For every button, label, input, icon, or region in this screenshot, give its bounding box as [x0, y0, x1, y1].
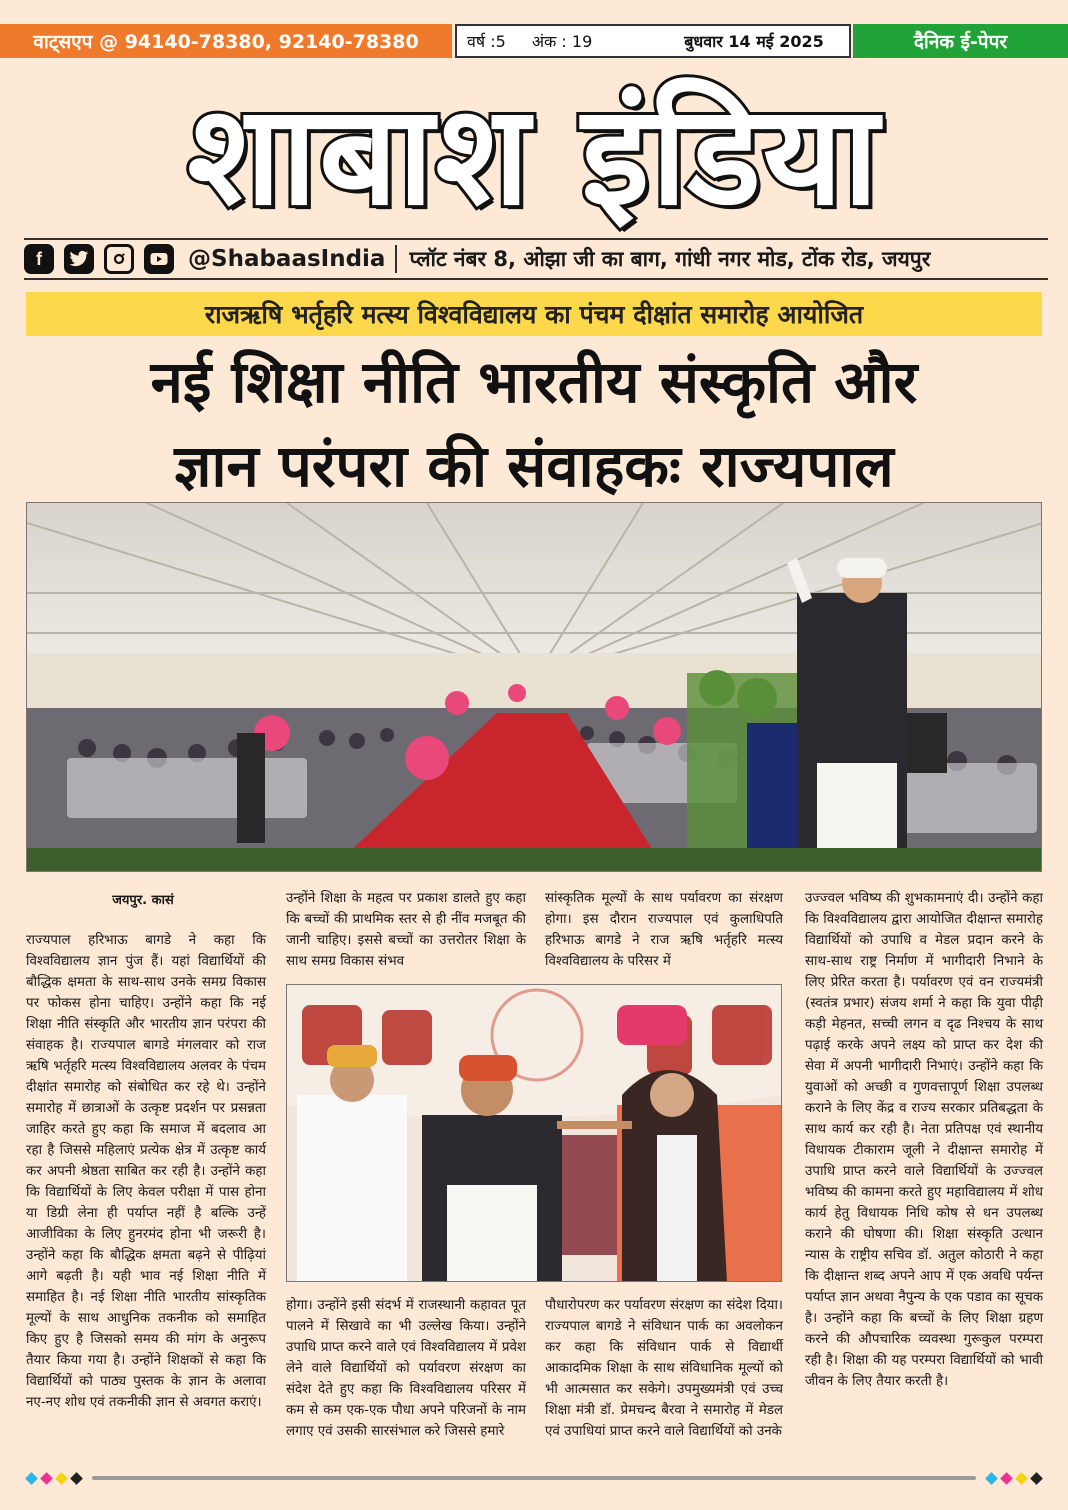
article-text: होगा। उन्होंने इसी संदर्भ में राजस्थानी कहावत पूत पालने में सिखावे का भी उल्लेख किया। उन्होंने उपाधि प्राप्त करने वाले एवं विश्वविद्यालय में प्रवेश लेने वाले विद्यार्थियों को पर्यावरण संरक्षण का संदेश देते हुए कहा कि विश्वविद्यालय परिसर में कम से कम एक-एक पौधा अपने परिजनों के नाम लगाए एवं उसकी सारसंभाल करे जिससे हमारे	[286, 1298, 526, 1439]
article-column-3-top	[545, 888, 783, 972]
article-column-3-bottom	[545, 1295, 783, 1442]
twitter-icon[interactable]	[64, 244, 94, 274]
article-column-2-top	[286, 888, 526, 972]
date-label: बुधवार 14 मई 2025	[684, 32, 824, 51]
article-column-4	[805, 888, 1043, 1392]
diamond-icon	[25, 1472, 38, 1485]
youtube-icon[interactable]	[144, 244, 174, 274]
diamond-icon	[40, 1472, 53, 1485]
masthead-title: शाबाश इंडिया	[187, 75, 881, 236]
footer-line	[92, 1476, 976, 1480]
social-handle[interactable]: @ShabaasIndia	[188, 246, 386, 272]
whatsapp-contact: वाट्सएप @ 94140-78380, 92140-78380	[0, 24, 452, 58]
social-bar	[24, 238, 1048, 280]
office-address: प्लॉट नंबर 8, ओझा जी का बाग, गांधी नगर मोड, टोंक रोड, जयपुर	[409, 247, 931, 271]
issue-label: अंक : 19	[531, 32, 593, 51]
article-column-1	[26, 930, 266, 1413]
article-text: राज्यपाल हरिभाऊ बागडे ने कहा कि विश्वविद्यालय ज्ञान पुंज हैं। यहां विद्यार्थियों की बौद्धिक क्षमता के साथ-साथ उनके समग्र विकास पर फोकस होना चाहिए। उन्होंने कहा कि नई शिक्षा नीति संस्कृति और भारतीय ज्ञान परंपरा की संवाहक है। राज्यपाल बागडे मंगलवार को राज ऋषि भर्तृहरि मत्स्य विश्वविद्यालय अलवर के पंचम दीक्षांत समारोह को संबोधित कर रहे थे। उन्होंने समारोह में छात्राओं के उत्कृष्ट प्रदर्शन पर प्रसन्नता जाहिर करते हुए कहा कि समाज में बदलाव आ रहा है जिससे महिलाएं प्रत्येक क्षेत्र में उत्कृष्ट कार्य कर अपनी श्रेष्ठता साबित कर रही है। उन्होंने कहा कि विद्यार्थियों के लिए केवल परीक्षा में पास होना या डिग्री लेना ही पर्याप्त नहीं है बल्कि उन्हें आजीविका के लिए हुनरमंद होना भी जरूरी है। उन्होंने कहा कि बौद्धिक क्षमता बढ़ने से पीढ़ियां आगे बढ़ती है। यही भाव नई शिक्षा नीति में समाहित है। नई शिक्षा नीति भारतीय सांस्कृतिक मूल्यों के साथ आधुनिक तकनीक को समाहित किए हुए है जिसको समय की मांग के अनुरूप तैयार किया गया है। उन्होंने शिक्षकों से कहा कि विद्यार्थियों को पाठ्य पुस्तक के ज्ञान के अलावा नए-नए शोध एवं तकनीकी ज्ञान से अवगत कराएं।	[26, 933, 266, 1410]
headline-line-2: ज्ञान परंपरा की संवाहकः राज्यपाल	[174, 432, 894, 500]
article-text: सांस्कृतिक मूल्यों के साथ पर्यावरण का संरक्षण होगा। इस दौरान राज्यपाल एवं कुलाधिपति हरिभाऊ बागडे ने राज ऋषि भर्तृहरि मत्स्य विश्वविद्यालय के परिसर में	[545, 891, 783, 969]
article-headline	[20, 340, 1048, 508]
medal-ceremony-photo	[286, 984, 782, 1282]
headline-line-1: नई शिक्षा नीति भारतीय संस्कृति और	[150, 348, 918, 416]
article-text: उन्होंने शिक्षा के महत्व पर प्रकाश डालते हुए कहा कि बच्चों की प्राथमिक स्तर से ही नींव मजबूत की जानी चाहिए। इससे बच्चों का उत्तरोतर शिक्षा के साथ समग्र विकास संभव	[286, 891, 526, 969]
diamond-icon	[1030, 1472, 1043, 1485]
convocation-hall-photo	[26, 502, 1042, 872]
article-text: पौधारोपरण कर पर्यावरण संरक्षण का संदेश दिया। राज्यपाल बागडे ने संविधान पार्क का अवलोकन कर कहा कि संविधान पार्क से विद्यार्थी आकादमिक शिक्षा के साथ संविधानिक मूल्यों को भी आत्मसात कर सकेगे। उपमुख्यमंत्री एवं उच्च शिक्षा मंत्री डॉ. प्रेमचन्द बैरवा ने समारोह में मेडल एवं उपाधियां प्राप्त करने वाले विद्यार्थियों को उनके	[545, 1298, 783, 1439]
article-text: उज्ज्वल भविष्य की शुभकामनाएं दी। उन्होंने कहा कि विश्वविद्यालय द्वारा आयोजित दीक्षान्त समारोह विद्यार्थियों को उपाधि व मेडल प्रदान करने के साथ-साथ राष्ट्र निर्माण में भागीदारी निभाने के लिए प्रेरित करता है। पर्यावरण एवं वन राज्यमंत्री (स्वतंत्र प्रभार) संजय शर्मा ने कहा कि युवा पीढ़ी कड़ी मेहनत, सच्ची लगन व दृढ निश्चय के साथ पढ़ाई करके अपने लक्ष्य को प्राप्त कर देश की सेवा में अपनी भागीदारी निभाएं। उन्होंने कहा कि युवाओं को अच्छी व गुणवत्तापूर्ण शिक्षा उपलब्ध कराने के लिए केंद्र व राज्य सरकार प्रतिबद्धता के साथ कार्य कर रही है। नेता प्रतिपक्ष एवं स्थानीय विधायक टीकाराम जूली ने दीक्षान्त समारोह में उपाधि प्राप्त करने वाले विद्यार्थियों के उज्ज्वल भविष्य की कामना करते हुए महाविद्यालय में शोध कार्य हेतु विधायक निधि कोष से धन उपलब्ध कराने की घोषणा की। शिक्षा संस्कृति उत्थान न्यास के राष्ट्रीय सचिव डॉ. अतुल कोठारी ने कहा कि दीक्षान्त शब्द अपने आप में एक अवधि पर्यन्त पर्याप्त ज्ञान अथवा नैपुन्य के एक पडाव का सूचक है। उन्होंने कहा कि बच्चों के लिए शिक्षा ग्रहण करने की औपचारिक व्यवस्था गुरूकुल परम्परा रही है। शिक्षा की यह परम्परा विद्यार्थियों को भावी जीवन के लिए तैयार करती है।	[805, 891, 1043, 1389]
article-dateline: जयपुर. कासं	[112, 893, 174, 908]
issue-info	[455, 24, 851, 58]
instagram-icon[interactable]	[104, 244, 134, 274]
facebook-icon[interactable]: f	[24, 244, 54, 274]
diamond-icon	[55, 1472, 68, 1485]
article-column-2-bottom	[286, 1295, 526, 1442]
diamond-icon	[1000, 1472, 1013, 1485]
diamond-icon	[985, 1472, 998, 1485]
diamond-icon	[1015, 1472, 1028, 1485]
divider	[395, 245, 397, 273]
article-kicker: राजऋषि भर्तृहरि मत्स्य विश्वविद्यालय का पंचम दीक्षांत समारोह आयोजित	[26, 292, 1042, 336]
year-label: वर्ष :5	[467, 32, 506, 51]
diamond-icon	[70, 1472, 83, 1485]
top-bar	[0, 24, 1068, 58]
footer-rule	[24, 1472, 1044, 1484]
edition-label: दैनिक ई-पेपर	[853, 24, 1068, 58]
